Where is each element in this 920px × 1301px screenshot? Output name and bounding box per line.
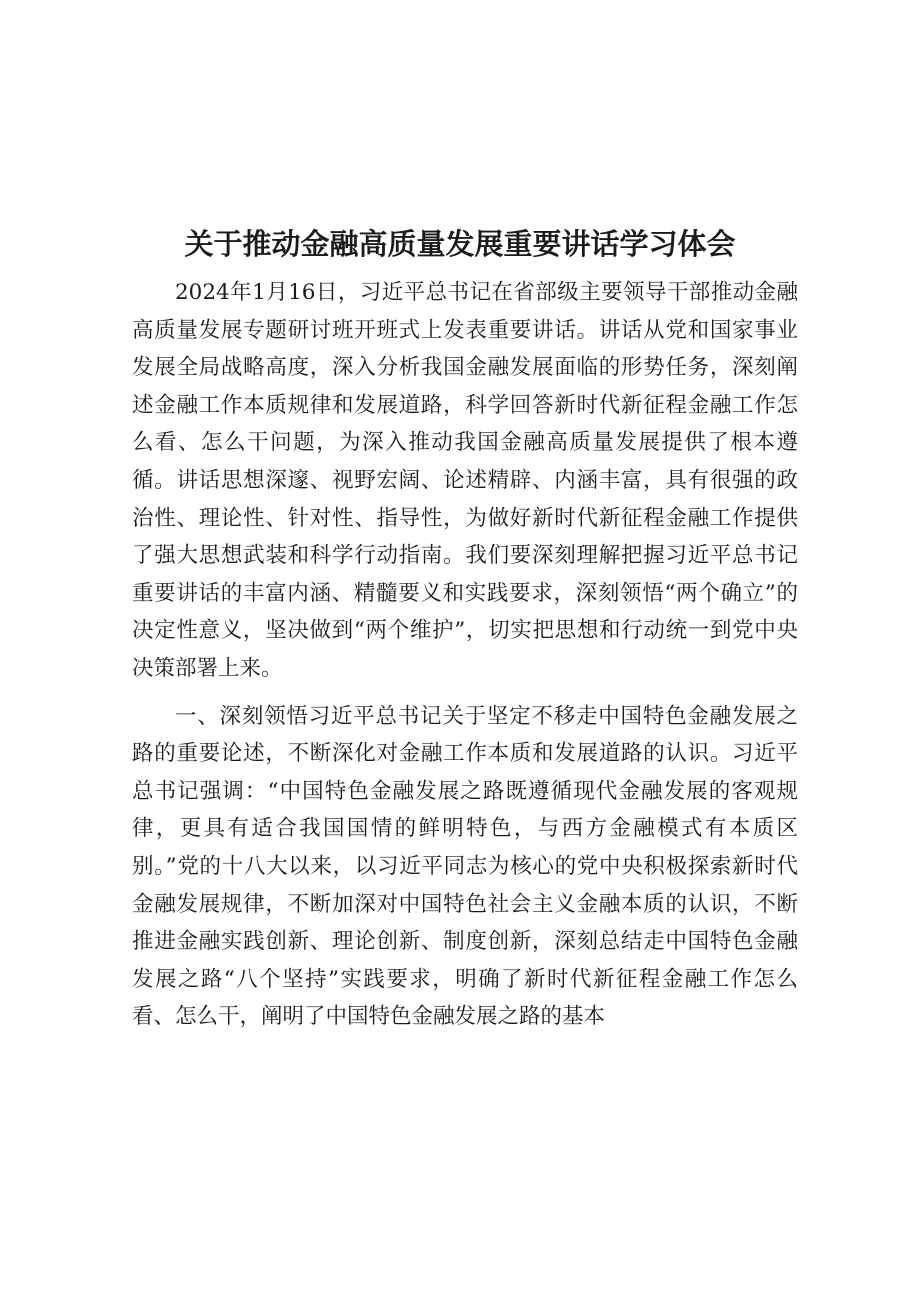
document-body bbox=[132, 274, 798, 1036]
paragraph-intro: 2024年1月16日，习近平总书记在省部级主要领导干部推动金融高质量发展专题研讨班开班式上发表重要讲话。讲话从党和国家事业发展全局战略高度，深入分析我国金融发展面临的形势任务，深刻阐述金融工作本质规律和发展道路，科学回答新时代新征程金融工作怎么看、怎么干问题，为深入推动我国金融高质量发展提供了根本遵循。讲话思想深邃、视野宏阔、论述精辟、内涵丰富，具有很强的政治性、理论性、针对性、指导性，为做好新时代新征程金融工作提供了强大思想武装和科学行动指南。我们要深刻理解把握习近平总书记重要讲话的丰富内涵、精髓要义和实践要求，深刻领悟“两个确立”的决定性意义，坚决做到“两个维护”，切实把思想和行动统一到党中央决策部署上来。 bbox=[132, 280, 798, 681]
paragraph-section-one: 一、深刻领悟习近平总书记关于坚定不移走中国特色金融发展之路的重要论述，不断深化对金融工作本质和发展道路的认识。习近平总书记强调：“中国特色金融发展之路既遵循现代金融发展的客观规律，更具有适合我国国情的鲜明特色，与西方金融模式有本质区别。”党的十八大以来，以习近平同志为核心的党中央积极探索新时代金融发展规律，不断加深对中国特色社会主义金融本质的认识，不断推进金融实践创新、理论创新、制度创新，深刻总结走中国特色金融发展之路“八个坚持”实践要求，明确了新时代新征程金融工作怎么看、怎么干，阐明了中国特色金融发展之路的基本 bbox=[132, 703, 798, 1030]
document-title: 关于推动金融高质量发展重要讲话学习体会 bbox=[184, 227, 736, 261]
